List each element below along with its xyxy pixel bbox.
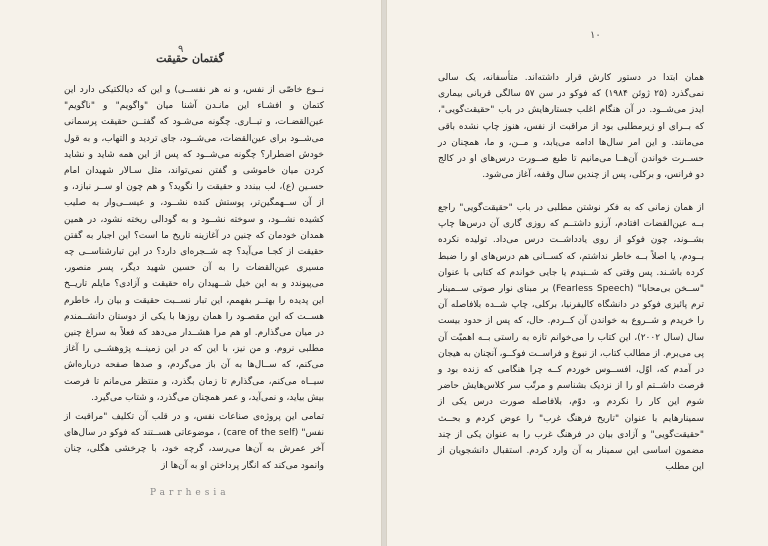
right-paragraph-2 <box>438 200 704 475</box>
left-page-footer: Parrhesia <box>150 488 230 498</box>
running-title: گفتمان حقیقت <box>156 52 224 65</box>
right-paragraph-1 <box>438 70 704 183</box>
left-paragraph-1-text: نــوع خاصّی از نفس، و نه هر نفســی) و این که دیالکتیکی دارد این کتمان و افشـاء این مانـدن آشنا میان "واگویم" و "ناگویم" عین‌القضـات، و تبــاری. چگونه می‌شـود که گفتــن حقیقت پرسمانی می‌شــود برای عین‌القضات، می‌شــود، جای تردید و التهاب، و به قول خودش اضطرار؟ چگونه می‌شــود که پس از این همه شاید و نشاید کردن میان خاموشی و گفتن نمی‌تواند، مثل سـالار شهیدان امام حسـین (ع)، لب ببندد و حقیقت را نگوید؟ و هم چون او ســر نبازد، و از آن ســهمگین‌تر، پوستش کنده نشــود، و عیســی‌وار به صلیب کشیده نشــود، و سوخته نشــود و به گودالی ریخته نشود، در همین همدان خودمان که چنین در آغازینه تاریخ ما است؟ این اجبار به گفتن حقیقت از کجـا می‌آید؟ چه شــجره‌ای دارد؟ در این تبارشناســی چه مسیری عین‌القضات را به آن حسین شهید دیگر، پسر منصور، می‌پیوندد و به این خیل شــهیدان راه حقیقت و آزادی؟ مایلم تاریــخ این پدیده را بهتــر بفهمم، این تبار نســبت حقیقت و بیان را، خاطرم هســت که این مقصـود را همان روزها با یکی از دوستان دانشــمندم در میان می‌گذارم. او هم مرا هشــدار می‌دهد که فعلاً به سراغ چنین مطلبی نروم. و من نیز، با این که در این زمینــه پژوهشــی را آغاز می‌کنم، که ســال‌ها به آن باز می‌گردم، و صدها صفحه درباره‌اش سیــاه می‌کنم، می‌گذارم تا زمان بگذرد، و منتظر می‌مانم تا فرصت بیش بیاید، و نمی‌آید، و عمر همچنان می‌گذرد، و شتاب می‌گیرد. <box>64 85 324 403</box>
left-page-number: ۹ <box>178 44 184 55</box>
left-paragraph-2 <box>64 409 324 474</box>
left-paragraph-1 <box>64 82 324 406</box>
left-paragraph-2-text: تمامی این پروژه‌ی صناعات نفس، و در قلب آن تکلیف "مراقبت از نفس" (care of the self) ، موضوعاتی هســتند که فوکو در سال‌های آخر عمرش به آن‌ها می‌رسد، گرچه خود، با چرخشی هگلی، چنان وانمود می‌کند که انگار پرداختن او به آن‌ها از <box>64 412 325 471</box>
right-paragraph-2-text: از همان زمانی که به فکر نوشتن مطلبی در باب "حقیقت‌گویی" راجع بــه عین‌القضات افتادم، آرزو داشتــم که روزی گاری آن درس‌ها چاپ بشــوند، چون فوکو از روی یادداشــت درس می‌داد. تولیده نکرده بــودم، یا اصلاً بــه خاطر نداشتم، که کســانی هم درس‌های او را ضبط کرده باشـند. پس وقتی که شــنیدم یا جایی خواندم که کتابی با عنوان "ســخن بی‌محابا" (Fearless Speech) بر مبنای نوار صوتی ســمینار ترم پائیزی فوکو در دانشگاه کالیفرنیا، برکلی، چاپ شــده بلافاصله آن را خریدم و شــروع به خواندن آن کــردم. حال، که پس از حدود بیست سال (سال ۲۰۰۲)، این کتاب را می‌خوانم تازه به راستی بــه اهمیّت آن پی می‌برم. از مطالب کتاب، از نبوغ و فراســت فوکــو، آنچنان به هیجان در آمدم که، اوّل، افســوس خوردم کــه چرا هنگامی که زنده بود و فرصت داشــتم او را از نزدیک بشناسم و مرتّب سر کلاس‌هایش حاضر شوم این کار را نکردم و، دوّم، بلافاصله صورت درس یکی از سمینارهایم با عنوان "تاریخ فرهنگ غرب" را عوض کردم و بحــث "حقیقت‌گویی" و آزادی بیان در فرهنگ غرب را به عنوان یکی از چند مضمون اساسی این سمینار به آن وارد کردم. استقبال دانشجویان از این مطلب <box>438 203 704 473</box>
right-paragraph-1-text: همان ابتدا در دستور کارش قرار داشته‌اند. متأسفانه، یک سالی نمی‌گذرد (۲۵ ژوئن ۱۹۸۴) که فوکو در سن ۵۷ سالگی قربانی بیماری ایدز می‌شــود. در آن هنگام اغلب جستارهایش در باب "حقیقت‌گویی"، که بــرای او زیرمطلبی بود از مراقبت از نفس، هنوز چاپ نشده باقی می‌مانند. و این امر سال‌ها ادامه می‌یابد، و مــن، و ما، همچنان در حســرت خواندن آن‌هــا می‌مانیم تا طبع صــورت درس‌های او در کالج دو فرانس، و برکلی، پس از چندین سال وقفه، آغاز می‌شود. <box>438 73 704 181</box>
right-page-number: ۱۰ <box>590 30 601 41</box>
